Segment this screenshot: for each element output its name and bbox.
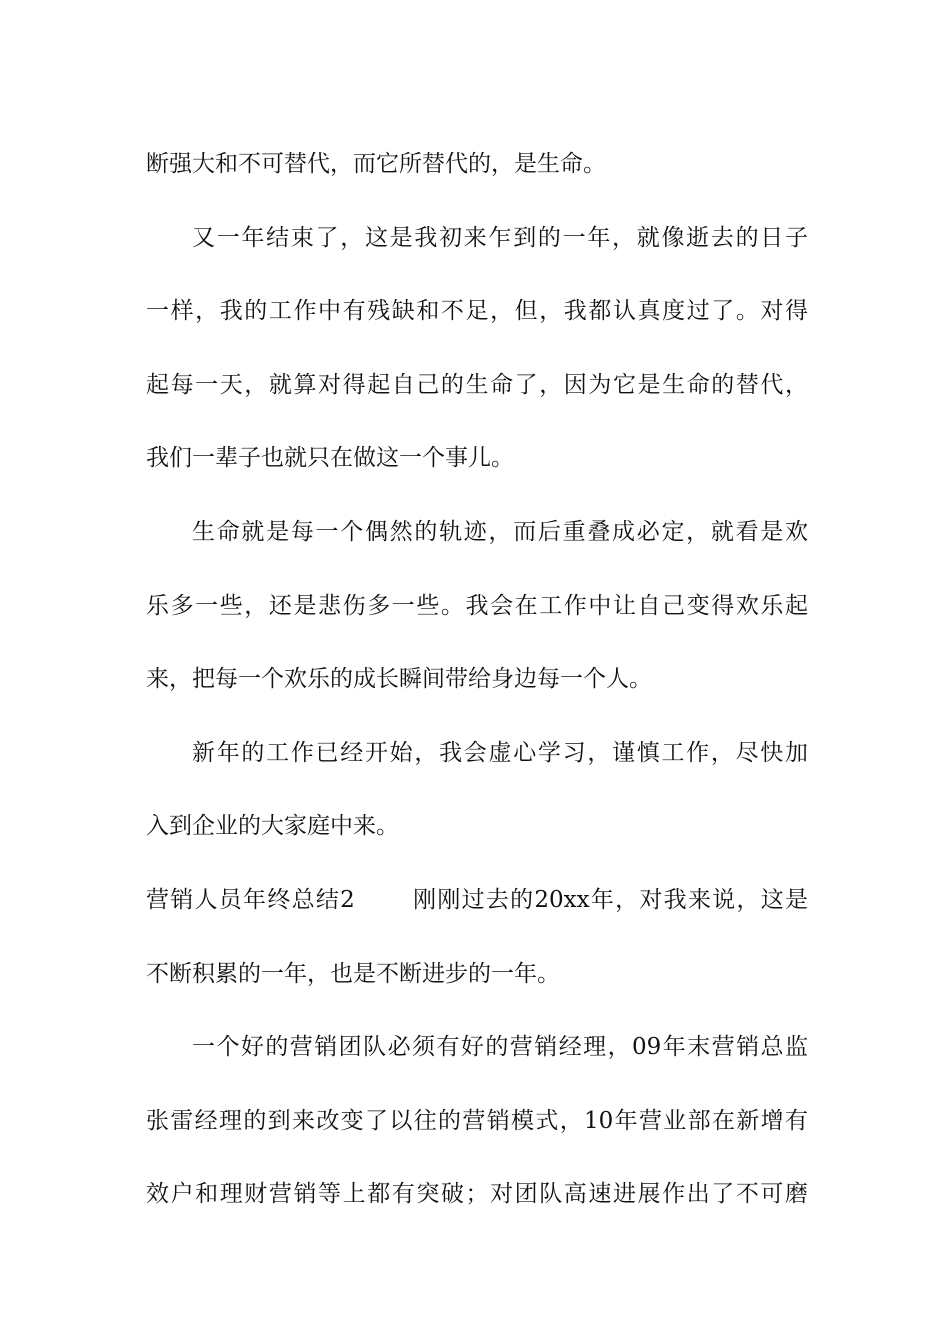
paragraph-line: 起每一天，就算对得起自己的生命了，因为它是生命的替代， [146, 371, 808, 398]
paragraph-line: 一个好的营销团队必须有好的营销经理，09年末营销总监 [192, 1034, 808, 1061]
heading-line: 营销人员年终总结2 刚刚过去的20xx年，对我来说，这是 [146, 886, 808, 913]
paragraph-line: 一样，我的工作中有残缺和不足，但，我都认真度过了。对得 [146, 298, 808, 325]
paragraph-line: 不断积累的一年，也是不断进步的一年。 [146, 960, 560, 987]
paragraph-line: 又一年结束了，这是我初来乍到的一年，就像逝去的日子 [192, 224, 808, 251]
paragraph-line: 乐多一些，还是悲伤多一些。我会在工作中让自己变得欢乐起 [146, 592, 808, 619]
paragraph-line: 来，把每一个欢乐的成长瞬间带给身边每一个人。 [146, 666, 652, 693]
paragraph-line: 效户和理财营销等上都有突破；对团队高速进展作出了不可磨 [146, 1181, 808, 1208]
paragraph-line: 我们一辈子也就只在做这一个事儿。 [146, 445, 514, 472]
paragraph-line: 新年的工作已经开始，我会虚心学习，谨慎工作，尽快加 [192, 739, 808, 766]
paragraph-line: 生命就是每一个偶然的轨迹，而后重叠成必定，就看是欢 [192, 518, 808, 545]
paragraph-line: 张雷经理的到来改变了以往的营销模式，10年营业部在新增有 [146, 1107, 808, 1134]
paragraph-line: 断强大和不可替代，而它所替代的，是生命。 [146, 151, 606, 177]
paragraph-line: 入到企业的大家庭中来。 [146, 813, 399, 840]
body-text [146, 128, 808, 1232]
